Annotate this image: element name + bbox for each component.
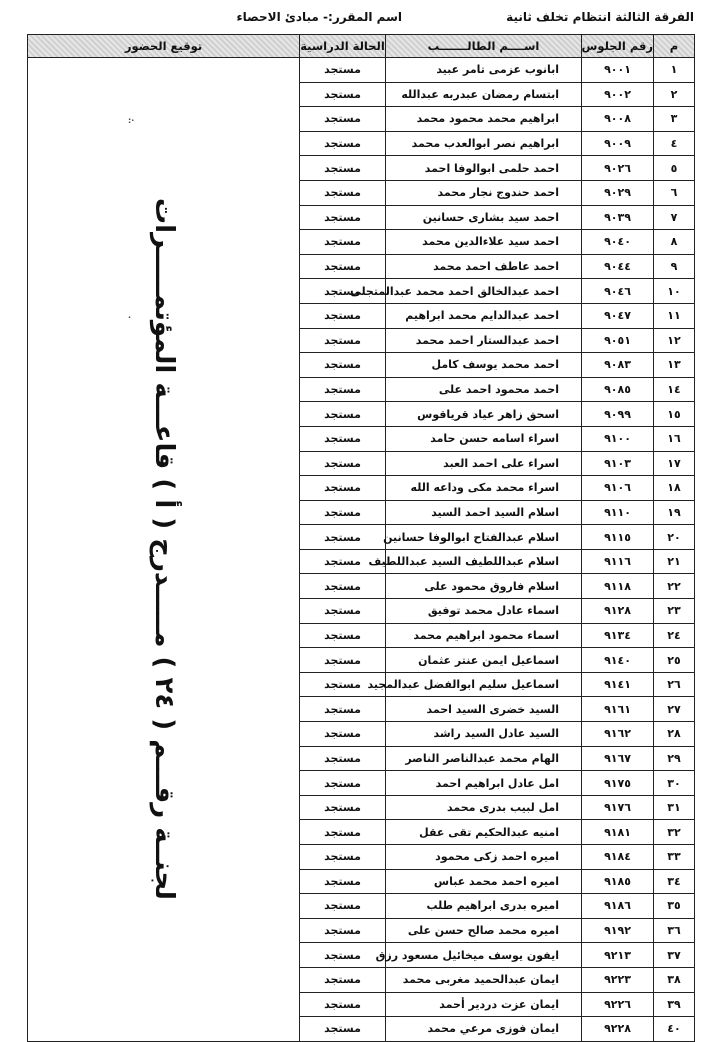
student-name: اسلام السيد احمد السيد [386, 500, 582, 525]
student-name: اسماء محمود ابراهيم محمد [386, 623, 582, 648]
student-name: اسماعيل ايمن عنتر عثمان [386, 648, 582, 673]
row-number: ١٥ [654, 402, 695, 427]
student-name: ايمان عبدالحميد مغربى محمد [386, 967, 582, 992]
student-name: اسماعيل سليم ابوالفضل عبدالمجيد [386, 672, 582, 697]
study-status: مستجد [300, 279, 386, 304]
study-status: مستجد [300, 771, 386, 796]
student-name: اسلام عبدالفتاح ابوالوفا حسانين [386, 525, 582, 550]
row-number: ١٠ [654, 279, 695, 304]
study-status: مستجد [300, 205, 386, 230]
row-number: ١٩ [654, 500, 695, 525]
seat-number: ٩١٨٥ [582, 869, 654, 894]
student-name: اميره محمد صالح حسن على [386, 918, 582, 943]
row-number: ٣ [654, 107, 695, 132]
study-status: مستجد [300, 992, 386, 1017]
row-number: ٣٧ [654, 943, 695, 968]
student-name: احمد سيد بشارى حسانين [386, 205, 582, 230]
seat-number: ٩٢٢٣ [582, 967, 654, 992]
student-name: ايمان عزت دردير أحمد [386, 992, 582, 1017]
row-number: ٢٥ [654, 648, 695, 673]
study-status: مستجد [300, 574, 386, 599]
column-header-no: م [654, 35, 695, 58]
student-name: احمد محمد يوسف كامل [386, 353, 582, 378]
committee-label: لجنــة رقـــم ( ٢٤ ) مـــــدرج ( أ ) قاعـــة المؤتمـــــرات [148, 198, 179, 901]
row-number: ٣٩ [654, 992, 695, 1017]
student-name: امل عادل ابراهيم احمد [386, 771, 582, 796]
seat-number: ٩٢٢٨ [582, 1017, 654, 1042]
row-number: ٣٣ [654, 845, 695, 870]
student-name: اسلام فاروق محمود على [386, 574, 582, 599]
student-name: السيد عادل السيد راشد [386, 722, 582, 747]
seat-number: ٩١٦١ [582, 697, 654, 722]
row-number: ٢١ [654, 549, 695, 574]
row-number: ٣٦ [654, 918, 695, 943]
row-number: ٧ [654, 205, 695, 230]
seat-number: ٩٠٩٩ [582, 402, 654, 427]
row-number: ١٢ [654, 328, 695, 353]
study-status: مستجد [300, 918, 386, 943]
student-name: اميره بدرى ابراهيم طلب [386, 894, 582, 919]
document-title: الفرقة الثالثة انتظام تخلف ثانية [506, 10, 694, 24]
seat-number: ٩١٦٢ [582, 722, 654, 747]
row-number: ١٨ [654, 476, 695, 501]
row-number: ٢٣ [654, 599, 695, 624]
row-number: ١١ [654, 303, 695, 328]
seat-number: ٩١٠٠ [582, 426, 654, 451]
row-number: ٥ [654, 156, 695, 181]
seat-number: ٩٠٢٩ [582, 180, 654, 205]
study-status: مستجد [300, 230, 386, 255]
study-status: مستجد [300, 107, 386, 132]
study-status: مستجد [300, 943, 386, 968]
student-name: امل لبيب بدرى محمد [386, 795, 582, 820]
seat-number: ٩١٢٨ [582, 599, 654, 624]
study-status: مستجد [300, 820, 386, 845]
study-status: مستجد [300, 131, 386, 156]
student-name: احمد محمود احمد على [386, 377, 582, 402]
study-status: مستجد [300, 672, 386, 697]
column-header-seat: رقم الجلوس [582, 35, 654, 58]
row-number: ٤ [654, 131, 695, 156]
row-number: ١٦ [654, 426, 695, 451]
seat-number: ٩١٤١ [582, 672, 654, 697]
study-status: مستجد [300, 58, 386, 83]
student-name: ابراهيم محمد محمود محمد [386, 107, 582, 132]
row-number: ٩ [654, 254, 695, 279]
student-name: اميره احمد زكى محمود [386, 845, 582, 870]
student-name: احمد حندوج نجار محمد [386, 180, 582, 205]
student-name: احمد عبدالدايم محمد ابراهيم [386, 303, 582, 328]
study-status: مستجد [300, 648, 386, 673]
row-number: ٦ [654, 180, 695, 205]
study-status: مستجد [300, 623, 386, 648]
seat-number: ٩٠٠١ [582, 58, 654, 83]
seat-number: ٩١١٥ [582, 525, 654, 550]
student-name: ابتسام رمضان عبدربه عبدالله [386, 82, 582, 107]
student-name: اسراء على احمد العبد [386, 451, 582, 476]
seat-number: ٩٢١٣ [582, 943, 654, 968]
seat-number: ٩٠٨٥ [582, 377, 654, 402]
seat-number: ٩١٠٣ [582, 451, 654, 476]
seat-number: ٩٠٣٩ [582, 205, 654, 230]
study-status: مستجد [300, 869, 386, 894]
row-number: ٨ [654, 230, 695, 255]
row-number: ٣٥ [654, 894, 695, 919]
attendance-table [27, 34, 695, 1042]
row-number: ٢٦ [654, 672, 695, 697]
seat-number: ٩٢٢٦ [582, 992, 654, 1017]
seat-number: ٩٠٥١ [582, 328, 654, 353]
scan-speck: · [128, 313, 132, 322]
row-number: ٣٢ [654, 820, 695, 845]
study-status: مستجد [300, 353, 386, 378]
row-number: ٣١ [654, 795, 695, 820]
seat-number: ٩١٧٥ [582, 771, 654, 796]
study-status: مستجد [300, 894, 386, 919]
row-number: ٤٠ [654, 1017, 695, 1042]
student-name: اسماء عادل محمد توفيق [386, 599, 582, 624]
student-name: اسراء محمد مكى وداعه الله [386, 476, 582, 501]
table-row [28, 58, 695, 83]
study-status: مستجد [300, 549, 386, 574]
study-status: مستجد [300, 476, 386, 501]
student-name: ايفون يوسف ميخائيل مسعود رزق [386, 943, 582, 968]
course-name: اسم المقرر:- مبادئ الاحصاء [236, 10, 402, 24]
seat-number: ٩٠٠٨ [582, 107, 654, 132]
row-number: ١ [654, 58, 695, 83]
seat-number: ٩٠٤٤ [582, 254, 654, 279]
row-number: ٣٤ [654, 869, 695, 894]
study-status: مستجد [300, 377, 386, 402]
seat-number: ٩١٧٦ [582, 795, 654, 820]
study-status: مستجد [300, 525, 386, 550]
seat-number: ٩١١٦ [582, 549, 654, 574]
student-name: ايمان فوزى مرعي محمد [386, 1017, 582, 1042]
student-name: اسحق زاهر عياد قرياقوس [386, 402, 582, 427]
study-status: مستجد [300, 426, 386, 451]
seat-number: ٩١٨٦ [582, 894, 654, 919]
study-status: مستجد [300, 402, 386, 427]
row-number: ٢٧ [654, 697, 695, 722]
seat-number: ٩١٩٢ [582, 918, 654, 943]
student-name: اسراء اسامه حسن حامد [386, 426, 582, 451]
student-name: اميره احمد محمد عباس [386, 869, 582, 894]
seat-number: ٩١٤٠ [582, 648, 654, 673]
study-status: مستجد [300, 328, 386, 353]
row-number: ٣٠ [654, 771, 695, 796]
row-number: ٢٠ [654, 525, 695, 550]
study-status: مستجد [300, 180, 386, 205]
seat-number: ٩٠٢٦ [582, 156, 654, 181]
seat-number: ٩١٠٦ [582, 476, 654, 501]
student-name: احمد عبدالخالق احمد محمد عبدالمتجلى [386, 279, 582, 304]
student-name: ابراهيم نصر ابوالعدب محمد [386, 131, 582, 156]
study-status: مستجد [300, 697, 386, 722]
row-number: ٢٨ [654, 722, 695, 747]
seat-number: ٩١٨١ [582, 820, 654, 845]
row-number: ٣٨ [654, 967, 695, 992]
student-name: ابانوب عزمى تامر عبيد [386, 58, 582, 83]
student-name: امنيه عبدالحكيم تقى عقل [386, 820, 582, 845]
row-number: ٢٢ [654, 574, 695, 599]
row-number: ١٤ [654, 377, 695, 402]
study-status: مستجد [300, 254, 386, 279]
column-header-status: الحالة الدراسية [300, 35, 386, 58]
row-number: ٢٩ [654, 746, 695, 771]
column-header-name: اســــم الطالـــــــب [386, 35, 582, 58]
table-body [28, 58, 695, 1042]
seat-number: ٩٠٤٠ [582, 230, 654, 255]
study-status: مستجد [300, 500, 386, 525]
seat-number: ٩٠٤٧ [582, 303, 654, 328]
column-header-signature: توقيع الحضور [28, 35, 300, 58]
study-status: مستجد [300, 156, 386, 181]
row-number: ١٧ [654, 451, 695, 476]
study-status: مستجد [300, 746, 386, 771]
seat-number: ٩١٣٤ [582, 623, 654, 648]
study-status: مستجد [300, 1017, 386, 1042]
student-name: اسلام عبداللطيف السيد عبداللطيف [386, 549, 582, 574]
table-header-row [28, 35, 695, 58]
study-status: مستجد [300, 599, 386, 624]
seat-number: ٩١٦٧ [582, 746, 654, 771]
row-number: ١٣ [654, 353, 695, 378]
study-status: مستجد [300, 303, 386, 328]
study-status: مستجد [300, 845, 386, 870]
student-name: احمد عبدالستار احمد محمد [386, 328, 582, 353]
seat-number: ٩٠٠٢ [582, 82, 654, 107]
seat-number: ٩١٨٤ [582, 845, 654, 870]
seat-number: ٩٠٤٦ [582, 279, 654, 304]
student-name: احمد سيد علاءالدين محمد [386, 230, 582, 255]
student-name: الهام محمد عبدالناصر الناصر [386, 746, 582, 771]
seat-number: ٩١١٨ [582, 574, 654, 599]
student-name: احمد حلمى ابوالوفا احمد [386, 156, 582, 181]
seat-number: ٩١١٠ [582, 500, 654, 525]
seat-number: ٩٠٨٣ [582, 353, 654, 378]
study-status: مستجد [300, 967, 386, 992]
study-status: مستجد [300, 82, 386, 107]
student-name: السيد خضرى السيد احمد [386, 697, 582, 722]
study-status: مستجد [300, 795, 386, 820]
study-status: مستجد [300, 451, 386, 476]
row-number: ٢ [654, 82, 695, 107]
seat-number: ٩٠٠٩ [582, 131, 654, 156]
study-status: مستجد [300, 722, 386, 747]
row-number: ٢٤ [654, 623, 695, 648]
signature-column [28, 58, 300, 1042]
student-name: احمد عاطف احمد محمد [386, 254, 582, 279]
scan-speck: ·: [128, 116, 135, 125]
